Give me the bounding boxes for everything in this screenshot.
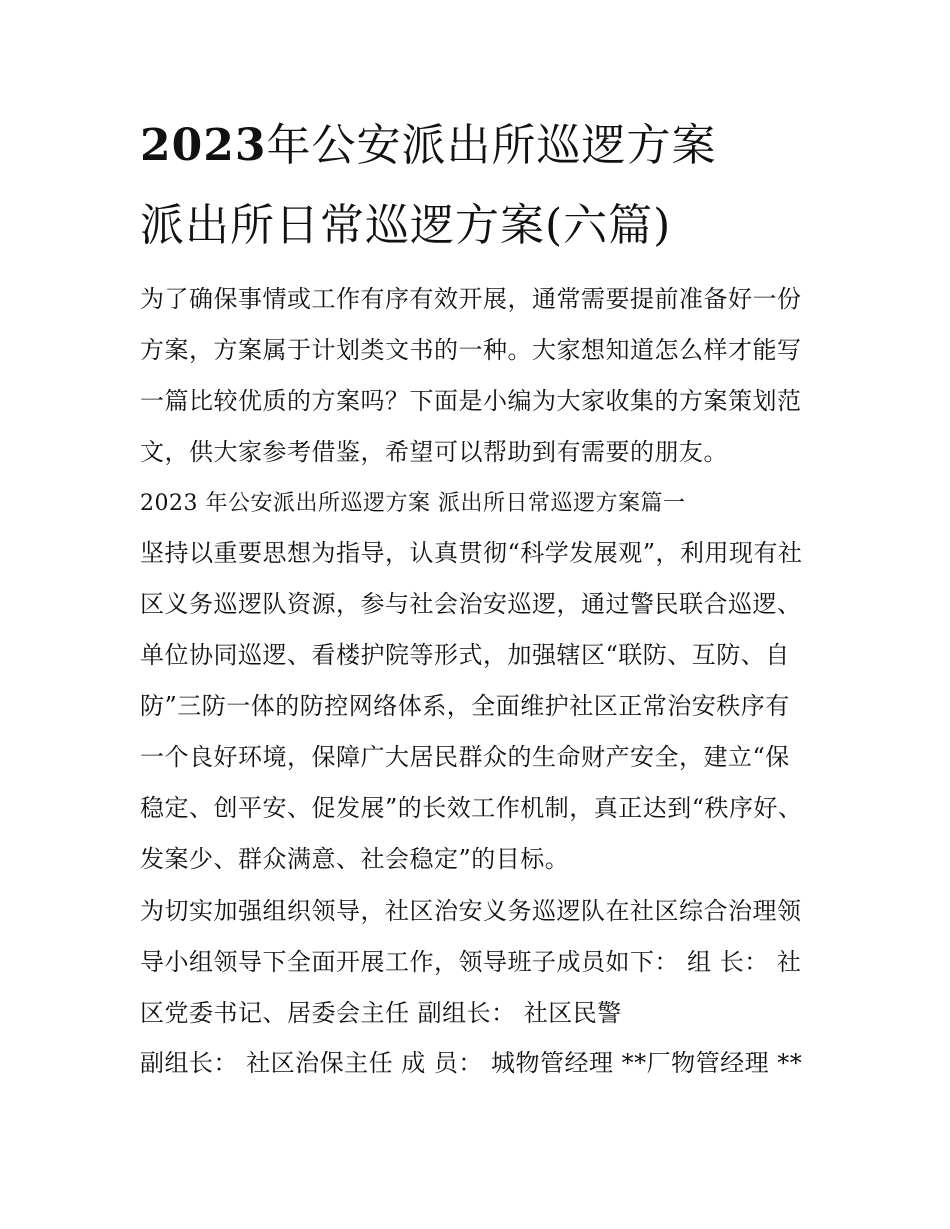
paragraph-line: 发案少、群众满意、社会稳定”的目标。	[140, 845, 570, 873]
paragraph-line: 区义务巡逻队资源，参与社会治安巡逻，通过警民联合巡逻、	[140, 590, 802, 618]
section-heading	[140, 478, 820, 529]
paragraph-line: 副组长： 社区治保主任 成 员： 城物管经理 **厂物管经理 **	[140, 1049, 803, 1077]
paragraph-line: 防”三防一体的防控网络体系，全面维护社区正常治安秩序有	[140, 692, 790, 720]
title-year: 2023	[140, 120, 267, 171]
intro-line: 文，供大家参考借鉴，希望可以帮助到有需要的朋友。	[140, 438, 728, 466]
intro-line: 方案，方案属于计划类文书的一种。大家想知道怎么样才能写	[140, 336, 802, 364]
paragraph-line: 稳定、创平安、促发展”的长效工作机制，真正达到“秩序好、	[140, 794, 803, 822]
paragraph-line: 坚持以重要思想为指导，认真贯彻“科学发展观”，利用现有社	[140, 539, 803, 567]
paragraph-line: 为切实加强组织领导，社区治安义务巡逻队在社区综合治理领	[140, 897, 802, 925]
intro-paragraph	[140, 274, 820, 478]
intro-line: 一篇比较优质的方案吗？下面是小编为大家收集的方案策划范	[140, 387, 802, 415]
paragraph-line: 区党委书记、居委会主任 副组长： 社区民警	[140, 999, 622, 1027]
paragraph-line: 一个良好环境，保障广大居民群众的生命财产安全，建立“保	[140, 743, 790, 771]
section-heading-text: 2023 年公安派出所巡逻方案 派出所日常巡逻方案篇一	[140, 491, 686, 516]
document-title-line-2: 派出所日常巡逻方案(六篇)	[140, 200, 672, 251]
intro-line: 为了确保事情或工作有序有效开展，通常需要提前准备好一份	[140, 285, 802, 313]
paragraph-line: 导小组领导下全面开展工作，领导班子成员如下： 组 长： 社	[140, 948, 802, 976]
body-paragraph-1	[140, 528, 820, 885]
title-line-1-text: 年公安派出所巡逻方案	[266, 120, 717, 171]
document-title-line-1	[140, 118, 840, 174]
body-paragraph-2	[140, 886, 820, 1039]
body-paragraph-3	[140, 1038, 820, 1089]
paragraph-line: 单位协同巡逻、看楼护院等形式，加强辖区“联防、互防、自	[140, 641, 790, 669]
